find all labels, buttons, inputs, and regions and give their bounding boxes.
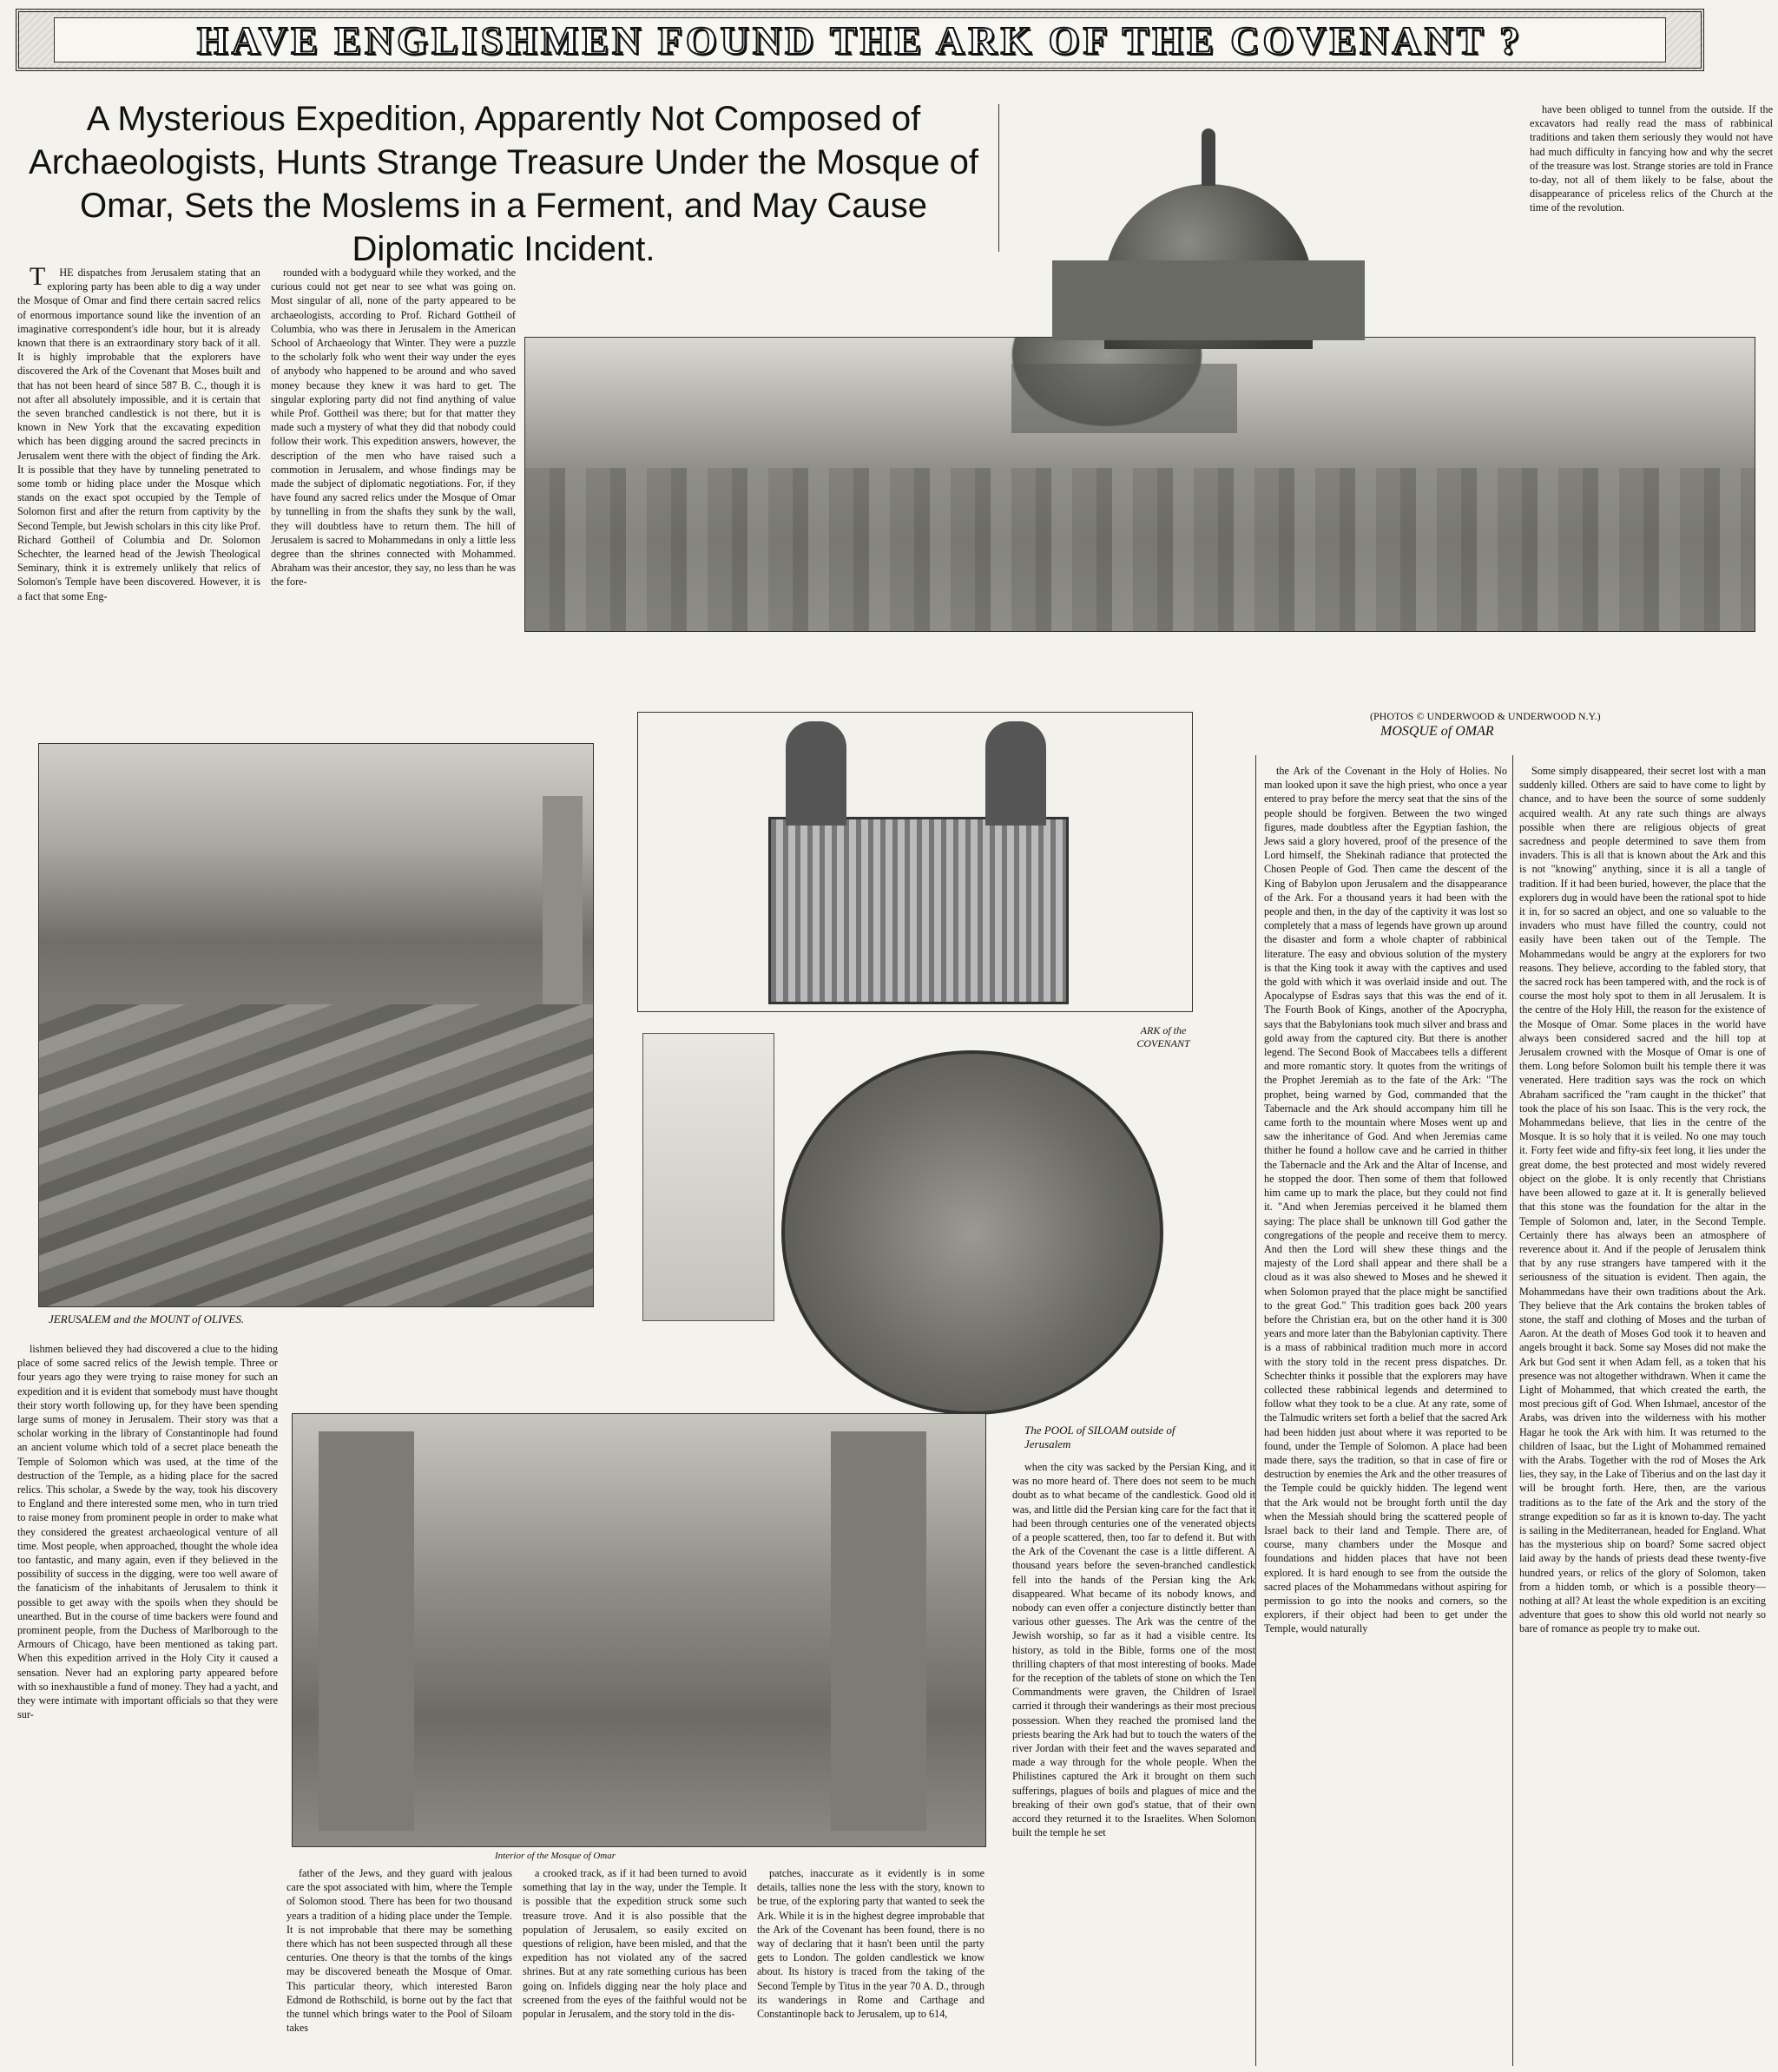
column-7-text: when the city was sacked by the Persian King, and it was no more heard of. There does not seem to be much doubt as to what became of the candlestick. Good old it was, and little did the Persian king care for the fact that it had been through centuries one of the venerated objects of a people scattered, then, too far to defend it. But with the Ark of the Covenant the case is a little different. A thousand years before the seven-branched candlestick fell into the hands of the Persian king the Ark disappeared. What became of its nobody knows, and nobody can even offer a conjecture distinctly better than various other guesses. The Ark was the centre of the Jewish worship, so far as it had a visible centre. Its history, as told in the Bible, forms one of the most thrilling chapters of that most interesting of books. Made for the reception of the tablets of stone on which the Ten Commandments were graven, the Children of Israel carried it through their wanderings as their most precious possession. When they reached the promised land the priests bearing the Ark had but to touch the waters of the river Jordan with their feet and the waves separated and made a way through for the whole people. When the Philistines captured the Ark it brought on them such sufferings, plagues of boils and plagues of mice and the breaking of their own god's statue, that of their own accord they returned it to the Israelites. When Solomon built the temple he set	[1012, 1461, 1255, 1839]
mosque-photo	[524, 337, 1755, 632]
headline: HAVE ENGLISHMEN FOUND THE ARK OF THE COVENANT ?	[196, 17, 1524, 62]
article-column-7	[1012, 1460, 1255, 2068]
column-rule	[998, 104, 999, 252]
column-1-text: THE dispatches from Jerusalem stating that an exploring party has been able to dig a way under the Mosque of Omar and find there certain sacred relics of enormous importance sound like the invention of an imaginative correspondent's idle hour, but it is already known that there is an extraordinary story back of it all. It is highly improbable that the explorers have discovered the Ark of the Covenant that Moses built and that has not been heard of since 587 B. C., though it is not after all absolutely impossible, and it is certain that the seven branched candlestick is not there, but it is known in New York that the excavating expedition which has been digging around the sacred precincts in Jerusalem went there with the object of finding the Ark. It is possible that they have by tunneling penetrated to some tomb or hiding place under the Mosque which stands on the exact spot occupied by the Temple of Solomon first and after the return from captivity by the Second Temple, but Jewish scholars in this city like Prof. Richard Gottheil of Columbia and Dr. Solomon Schechter, the learned head of the Jewish Theological Seminary, think it is extremely unlikely that relics of Solomon's Temple have been discovered. However, it is a fact that some Eng-	[17, 266, 260, 602]
pillar-left	[319, 1431, 414, 1831]
interior-caption: Interior of the Mosque of Omar	[495, 1851, 616, 1861]
cherub-right	[985, 721, 1046, 826]
headline-frame	[54, 17, 1666, 62]
column-rule	[1255, 755, 1256, 2066]
siloam-caption: The POOL of SILOAM outside of Jerusalem	[1024, 1424, 1175, 1450]
mosque-drum	[1052, 260, 1365, 340]
column-3-text: lishmen believed they had discovered a clue to the hiding place of some sacred relics of the Jewish temple. Three or four years ago they were trying to raise money for such an expedition and it is evident that somebody must have thought their story worth following up, for they have been spending large sums of money in Jerusalem. Their story was that a scholar working in the library of Constantinople had found an ancient volume which told of a secret place beneath the Temple of Solomon which was used, at the time of the destruction of the Temple, as a hiding place for the sacred relics. This scholar, a Swede by the way, took his discovery to England and there interested some men, who in turn tried to raise money from prominent people in order to make what they considered the greatest archaeological venture of all time. Most people, when approached, thought the whole idea too fantastic, and many again, even if they believed in the possibility of success in the digging, were too well aware of the fanaticism of the inhabitants of Jerusalem to think it possible to get away with the spoils when they should be unearthed. But in the course of time backers were found and prominent people, from the Duchess of Marlborough to the Armours of Chicago, have been mentioned as taking part. When this expedition arrived in the Holy City it caused a sensation. Never had an exploring party appeared before with so inexhaustible a fund of money. They had a yacht, and they were intimate with important officials so that they were sur-	[17, 1343, 278, 1721]
article-column-4	[286, 1866, 512, 2068]
interior-photo	[292, 1413, 986, 1847]
column-2-text: rounded with a bodyguard while they worked, and the curious could not get near to see what was going on. Most singular of all, none of the party appeared to be archaeologists, according to Prof. Richard Gottheil of Columbia, who was there in Jerusalem in the American School of Archaeology that Winter. They were a puzzle to the scholarly folk who went their way under the eyes of anybody who happened to be around and who saved money because they knew it was hard to get. The singular exploring party did not find anything of value while Prof. Gottheil was there; but for that matter they made such a mystery of what they did that nobody could follow their work. This expedition answers, however, the description of the men who have raised such a commotion in Jerusalem, and whose findings may be made the subject of diplomatic negotiations. For, if they have found any sacred relics under the Mosque of Omar by tunnelling in from the shafts they sunk by the wall, they will doubtless have to return them. The hill of Jerusalem is sacred to Mohammedans in only a little less degree than the shrines connected with Mohammed. Abraham was their ancestor, they say, no less than he was the fore-	[271, 266, 516, 589]
siloam-photo	[781, 1050, 1163, 1415]
ark-caption: ARK of the COVENANT	[1136, 1024, 1190, 1049]
dome-finial	[1202, 128, 1215, 186]
article-column-3	[17, 1342, 278, 2068]
pillar-right	[831, 1431, 926, 1831]
column-5-text: a crooked track, as if it had been turned to avoid something that lay in the way, under the Temple. It is possible that the expedition struck some such treasure trove. And it is also possible that the population of Jerusalem, so easily excited on questions of religion, have been misled, and that the expedition has not violated any of the sacred shrines. But at any rate something curious has been going on. Infidels digging near the holy place and screened from the eyes of the faithful would not be popular in Jerusalem, and the story told in the dis-	[523, 1867, 747, 2021]
headline-banner	[16, 9, 1704, 71]
mosque-building	[1011, 364, 1237, 433]
figure-illustration	[642, 1033, 774, 1321]
column-10-text: Some simply disappeared, their secret lost with a man suddenly killed. Others are said to have come to light by chance, and to have been the source of some suddenly acquired wealth. At any rate such things are always possible when there are religious objects of great sacredness and people determined to save them from invaders. This is all that is known about the Ark and this is not "knowing" anything, since it is all a tangle of tradition. If it had been buried, however, the place that the explorers dug in would have been the rational spot to hide it in, for so sacred an object, and one so valuable to the invaders who must have filled the country, could not easily have been taken out of the Temple. The Mohammedans would be angry at the explorers for two reasons. They believe, according to the fabled story, that the sacred rock has been tampered with, and the rock is of course the most holy spot to them in all Jerusalem. It is the centre of the Holy Hill, the reason for the existence of the Mosque of Omar. Some places in the world have always been considered sacred and the hill top at Jerusalem crowned with the Mosque of Omar is one of them. Long before Solomon built his temple there it was venerated. Here tradition says was the rock on which Abraham sacrificed the "ram caught in the thicket" that took the place of his son Isaac. This is the very rock, the Mohammedans believe, that lies in the centre of the Mosque. It is so holy that it is veiled. No one may touch it. Forty feet wide and fifty-six feet long, it lies under the great dome, the best protected and most widely revered object on the globe. It is only recently that Christians have been allowed to gaze at it. It is generally believed that this stone was the foundation for the altar in the Temple of Solomon and, later, in the Second Temple. Certainly there has always been an atmosphere of reverence about it. And if the people of Jerusalem think that by any ruse strangers have tampered with it the seriousness of the situation is evident. Then again, the Mohammedans have their own traditions about the Ark. They believe that the Ark contains the broken tables of stone, the staff and clothing of Moses and the turban of Aaron. At the death of Moses God took it to heaven and angels brought it back. Some say Moses did not make the Ark but God sent it when Adam fell, as a token that his presence was not altogether withdrawn. When it came the Light of Mohammed, that which created the earth, the most precious gift of God. When Ishmael, ancestor of the Arabs, was driven into the wilderness with his mother Hagar he took the Ark with him. It was returned to the children of Isaac, but the Light of Mohammed remained with the Arabs. Together with the rod of Moses the Ark lies, they say, in the Lake of Tiberius and on the last day it will be brought forth. Here, then, are the various traditions as to the fate of the Ark and the story of the strange expedition so far as it is known to-day. The yacht is sailing in the Mediterranean, headed for England. What has the mysterious ship on board? Some sacred object laid away by the hands of priests dead these twenty-five hundred years, or relics of the glory of Solomon, taken from a hidden tomb, or which is a possible theory—nothing at all? At least the whole expedition is an exciting adventure that goes to show this old world not nearly so bare of romance as people try to make out.	[1519, 765, 1766, 1635]
column-9-text: have been obliged to tunnel from the outside. If the excavators had really read the mass of rabbinical traditions and taken them seriously they would not have had much difficulty in fancying how and why the secret of the treasure was lost. Strange stories are told in France to-day, not all of them likely to be false, about the disappearance of priceless relics of the Church at the time of the revolution.	[1530, 103, 1773, 214]
column-6-text: patches, inaccurate as it evidently is in some details, tallies none the less with the story, known to be true, of the exploring party that wanted to seek the Ark. While it is in the highest degree improbable that the Ark of the Covenant has been found, there is no way of declaring that it hasn't been until the party gets to London. The golden candlestick we know about. Its history is traced from the taking of the Second Temple by Titus in the year 70 A. D., through its wanderings in Rome and Carthage and Constantinople back to Jerusalem, up to 614,	[757, 1867, 984, 2021]
article-column-5	[523, 1866, 747, 2068]
city-houses	[39, 1004, 594, 1307]
column-4-text: father of the Jews, and they guard with jealous care the spot associated with him, where the Temple of Solomon stood. There has been for two thousand years a tradition of a hiding place under the Temple. It is not improbable that there may be something there which has not been suspected through all these centuries. One theory is that the tombs of the kings may be discovered beneath the Mosque of Omar. This particular theory, which interested Baron Edmond de Rothschild, is borne out by the fact that the tunnel which brings water to the Pool of Siloam takes	[286, 1867, 512, 2035]
column-8-text: the Ark of the Covenant in the Holy of Holies. No man looked upon it save the high priest, who once a year entered to pray before the mercy seat that the sins of the people should be forgiven. Between the two winged figures, made doubtless after the Egyptian fashion, the Jews said a glory hovered, proof of the presence of the Lord himself, the Shekinah radiance that protected the Chosen People of God. Then came the descent of the King of Babylon upon Jerusalem and the disappearance of the Ark. For a thousand years it had been with the people and then, in the day of the captivity it was lost so completely that a mass of legends have grown up around the disaster and form a whole chapter of rabbinical literature. The easy and obvious solution of the mystery is that the King took it away with the captives and used the gold with which it was overlaid inside and out. The Apocalypse of Esdras says that this was the end of it. The Fourth Book of Kings, another of the Apocrypha, says that the Babylonians took much silver and brass and gold away from the captured city. But there is another legend. The Second Book of Maccabees tells a different and more romantic story. It quotes from the writings of the Prophet Jeremiah as to the fate of the Ark: "The prophet, being warned by God, commanded that the Tabernacle and the Ark should accompany him till he came forth to the mountain where Moses went up and saw the inheritance of God. And when Jeremias came thither he found a hollow cave and he carried in thither the Tabernacle and the Ark and the Altar of Incense, and he stopped the door. Then some of them that followed him came up to mark the place, but they could not find it. "And when Jeremias perceived it he blamed them saying: The place shall be unknown till God gather the congregations of the people and receive them to mercy. And then the Lord will shew these things and the majesty of the Lord shall appear and there shall be a cloud as it was also shewed to Moses and he shewed it when Solomon prayed that the place might be sanctified to the great God." This tradition goes back 200 years before the Christian era, but on the other hand it is 300 years and more later than the Babylonian captivity. There is a mass of rabbinical tradition much more in accord with the story told in the recent press dispatches. Dr. Schechter thinks it possible that the explorers may have collected these rabbinical legends and determined to follow what they took to be a clue. At any rate, some of the Talmudic writers set forth a belief that the sacred Ark had been hidden just about where it was reported to be found, under the Temple of Solomon. A place had been made there, says the tradition, so that in case of fire or destruction by enemies the Ark and the other treasures of the Temple could be quickly hidden. The legend went that the Ark would not be brought forth until the day when the Messiah should bring the scattered people of Israel back to their land and Temple. There are, of course, many chambers under the Mosque and foundations and hidden places that have not been explored. It is hard enough to see from the outside the sacred places of the Mohammedans without aspiring for permission to go into the nooks and corners, so the explorers, if their object had been to get under the Temple, would naturally	[1264, 765, 1507, 1635]
article-column-10	[1519, 764, 1766, 2068]
cherub-left	[786, 721, 846, 826]
city-rooftops	[525, 468, 1755, 632]
mosque-caption: MOSQUE of OMAR	[1380, 724, 1494, 739]
article-column-1	[17, 266, 260, 717]
article-column-2	[271, 266, 516, 717]
jerusalem-caption: JERUSALEM and the MOUNT of OLIVES.	[49, 1312, 245, 1325]
article-column-6	[757, 1866, 984, 2068]
article-column-8	[1264, 764, 1507, 2068]
subheadline: A Mysterious Expedition, Apparently Not Composed of Archaeologists, Hunts Strange Treasure Under the Mosque of Omar, Sets the Moslems in a Ferment, and May Cause Diplomatic Incident.	[29, 100, 978, 268]
ark-illustration	[637, 712, 1193, 1012]
photo-credit: (PHOTOS © UNDERWOOD & UNDERWOOD N.Y.)	[1370, 710, 1601, 722]
jerusalem-photo	[38, 743, 594, 1307]
bell-tower	[543, 796, 583, 1004]
ark-chest	[768, 817, 1069, 1004]
article-column-9	[1530, 102, 1773, 248]
column-rule	[1512, 755, 1513, 2066]
